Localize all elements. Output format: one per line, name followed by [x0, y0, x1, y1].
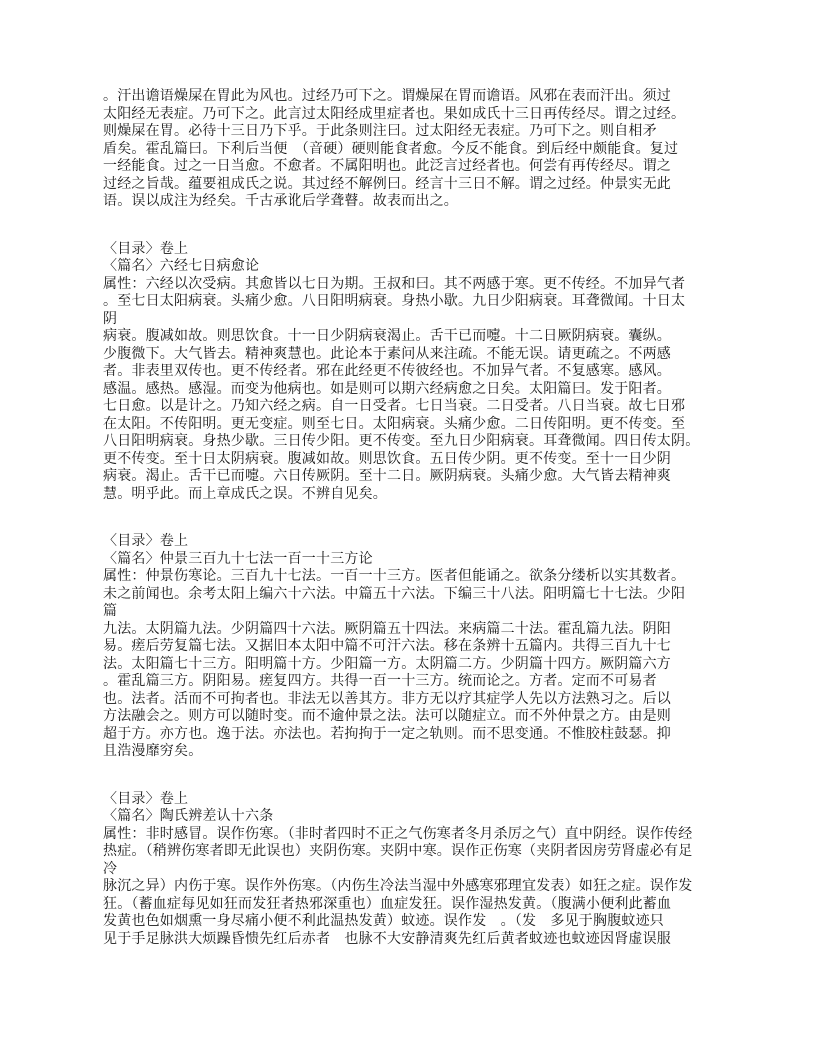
text-line: 发黄也色如烟熏一身尽痛小便不利此温热发黄）蚊迹。误作发 。（发 多见于胸腹蚊迹只 — [103, 914, 664, 929]
text-line: 属性：非时感冒。误作伤寒。（非时者四时不正之气伤寒者冬月杀厉之气）直中阴经。误作传经 — [103, 826, 693, 842]
text-line: 未之前闻也。余考太阳上编六十六法。中篇五十六法。下编三十八法。阳明篇七十七法。少阳 — [103, 586, 686, 602]
toc-label: 〈目录〉卷上 — [103, 241, 189, 257]
text-line: 。汗出谵语燥屎在胃此为风也。过经乃可下之。谓燥屎在胃而谵语。风邪在表而汗出。须过 — [103, 89, 671, 104]
text-line: 属性：六经以次受病。其愈皆以七日为期。王叔和曰。其不两感于寒。更不传经。不加异气者 — [103, 276, 686, 292]
text-line: 热症。（稍辨伤寒者即无此误也）夹阴伤寒。夹阴中寒。误作正伤寒（夹阴者因房劳肾虚必有足 — [103, 844, 693, 859]
text-line: 病衰。渴止。舌干已而嚏。六日传厥阴。至十二日。厥阴病衰。头痛少愈。大气皆去精神爽 — [103, 469, 671, 484]
text-line: 少腹微下。大气皆去。精神爽慧也。此论本于素问从来注疏。不能无误。请更疏之。不两感 — [103, 346, 671, 362]
text-line: 语。误以成注为经矣。千古承讹后学聋瞽。故表而出之。 — [103, 194, 458, 209]
text-line: 盾矣。霍乱篇曰。下利后当便 （音硬）硬则能食者愈。今反不能食。到后经中颇能食。复过 — [103, 141, 679, 157]
text-line: 八日阳明病衰。身热少歇。三日传少阳。更不传变。至九日少阳病衰。耳聋微闻。四日传太阴。 — [103, 434, 700, 449]
text-line: 篇 — [103, 604, 118, 619]
text-line: 则燥屎在胃。必待十三日乃下乎。于此条则注曰。过太阳经无表症。乃可下之。则自相矛 — [103, 124, 657, 139]
text-line: 。霍乱篇三方。阴阳易。瘥复四方。共得一百一十三方。统而论之。方者。定而不可易者 — [103, 674, 657, 689]
document-body — [103, 88, 728, 978]
text-block-4 — [103, 791, 728, 949]
text-line: 冷 — [103, 861, 118, 877]
toc-label: 〈目录〉卷上 — [103, 534, 189, 549]
text-line: 也。法者。活而不可拘者也。非法无以善其方。非方无以疗其症学人先以方法熟习之。后以 — [103, 691, 671, 707]
text-block-2 — [103, 241, 728, 504]
section-title: 〈篇名〉陶氏辨差认十六条 — [103, 809, 274, 824]
text-line: 脉沉之异）内伤于寒。误作外伤寒。（内伤生冷法当湿中外感寒邪理宜发表）如狂之症。误作发 — [103, 879, 693, 894]
text-line: 慧。明乎此。而上章成氏之误。不辨自见矣。 — [103, 486, 387, 502]
text-line: 。至七日太阳病衰。头痛少愈。八日阳明病衰。身热小歇。九日少阳病衰。耳聋微闻。十日太 — [103, 294, 686, 309]
text-line: 过经之旨哉。蕴要祖成氏之说。其过经不解例曰。经言十三日不解。谓之过经。仲景实无此 — [103, 176, 671, 192]
text-line: 超于方。亦方也。逸于法。亦法也。若拘拘于一定之轨则。而不思变通。不惟胶柱鼓瑟。抑 — [103, 726, 671, 742]
text-block-3 — [103, 533, 728, 761]
text-line: 太阳经无表症。乃可下之。此言过太阳经成里症者也。果如成氏十三日再传经尽。谓之过经。 — [103, 106, 686, 122]
text-line: 更不传变。至十日太阴病衰。腹减如故。则思饮食。五日传少阴。更不传变。至十一日少阴 — [103, 451, 671, 467]
text-line: 病衰。腹减如故。则思饮食。十一日少阴病衰渴止。舌干已而嚏。十二日厥阴病衰。囊纵。 — [103, 329, 671, 344]
text-line: 方法融会之。则方可以随时变。而不逾仲景之法。法可以随症立。而不外仲景之方。由是则 — [103, 709, 671, 724]
toc-label: 〈目录〉卷上 — [103, 791, 189, 807]
text-line: 者。非表里双传也。更不传经者。邪在此经更不传彼经也。不加异气者。不复感寒。感风。 — [103, 364, 671, 379]
text-line: 在太阳。不传阳明。更无变症。则至七日。太阳病衰。头痛少愈。二日传阳明。更不传变。至 — [103, 416, 686, 432]
text-line: 感温。感热。感湿。而变为他病也。如是则可以期六经病愈之日矣。太阳篇曰。发于阳者。 — [103, 381, 671, 397]
text-line: 法。太阳篇七十三方。阳明篇十方。少阳篇一方。太阴篇二方。少阴篇十四方。厥阴篇六方 — [103, 656, 671, 672]
text-block-1 — [103, 88, 728, 211]
text-line: 属性：仲景伤寒论。三百九十七法。一百一十三方。医者但能诵之。欲条分缕析以实其数者。 — [103, 569, 686, 584]
text-line: 且浩漫靡穷矣。 — [103, 744, 203, 759]
section-title: 〈篇名〉仲景三百九十七法一百一十三方论 — [103, 551, 373, 567]
section-title: 〈篇名〉六经七日病愈论 — [103, 259, 260, 274]
text-line: 狂。（蓄血症每见如狂而发狂者热邪深重也）血症发狂。误作湿热发黄。（腹满小便利此蓄血 — [103, 896, 672, 912]
text-line: 易。瘥后劳复篇七法。又据旧本太阳中篇不可汗六法。移在条辨十五篇内。共得三百九十七 — [103, 639, 671, 654]
text-line: 九法。太阴篇九法。少阴篇四十六法。厥阴篇五十四法。来病篇二十法。霍乱篇九法。阴阳 — [103, 621, 671, 637]
text-line: 一经能食。过之一日当愈。不愈者。不属阳明也。此泛言过经者也。何尝有再传经尽。谓之 — [103, 159, 671, 174]
text-line: 七日愈。以是计之。乃知六经之病。自一日受者。七日当衰。二日受者。八日当衰。故七日邪 — [103, 399, 686, 414]
text-line: 见于手足脉洪大烦躁昏愦先红后赤者 也脉不大安静清爽先红后黄者蚊迹也蚊迹因肾虚误服 — [103, 931, 671, 947]
text-line: 阴 — [103, 311, 118, 327]
